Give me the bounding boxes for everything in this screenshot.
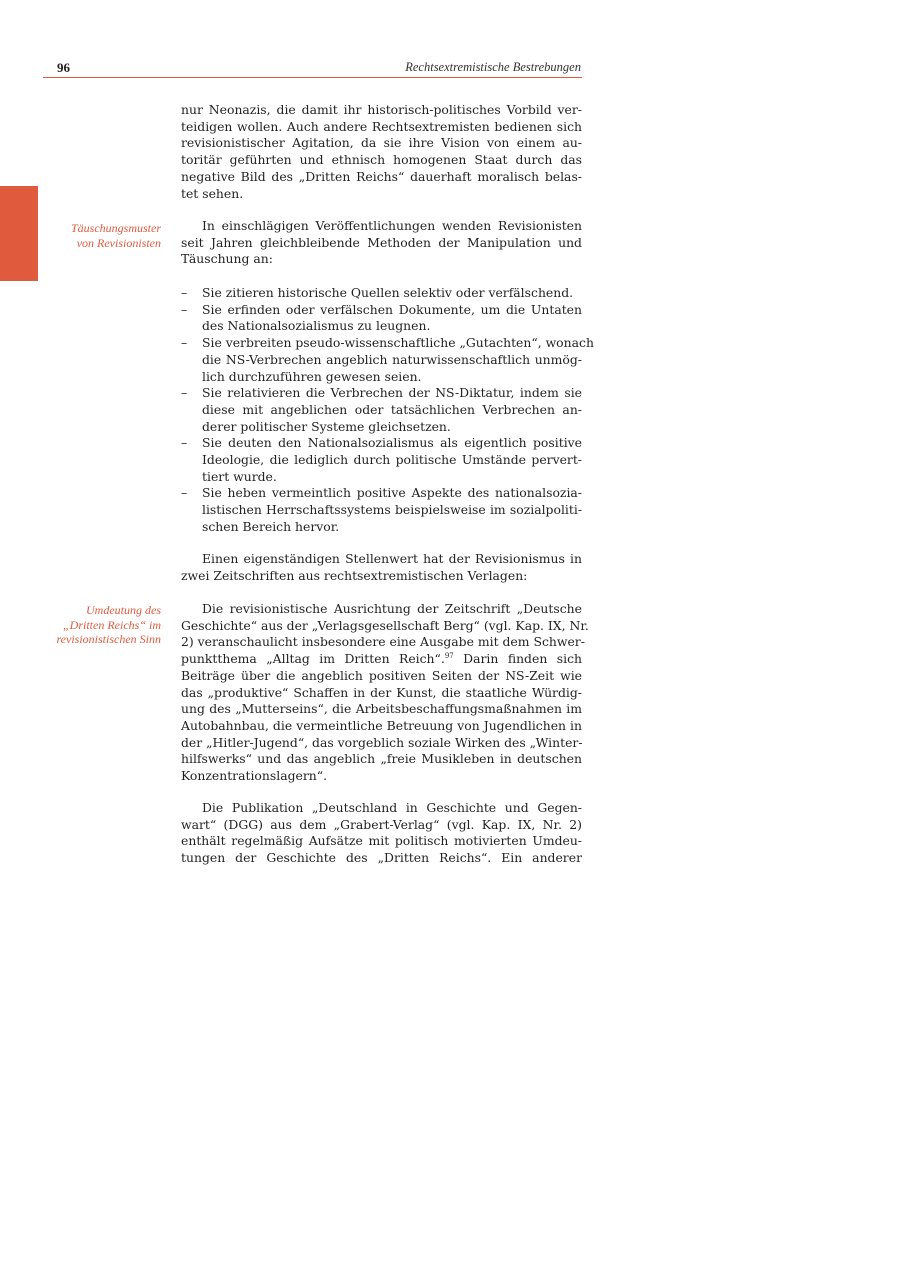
text-line: Autobahnbau, die vermeintliche Betreuung von Jugendlichen in (181, 717, 582, 733)
margin-note-deception-patterns (40, 221, 161, 250)
dash-bullet: – (181, 435, 188, 451)
text-line: Die revisionistische Ausrichtung der Zeitschrift „Deutsche (202, 601, 582, 616)
text-line: Ideologie, die lediglich durch politische Umstände pervert- (202, 452, 582, 468)
text-line: negative Bild des „Dritten Reichs“ dauerhaft moralisch belas- (181, 168, 582, 184)
text-line: 2) veranschaulicht insbesondere eine Ausgabe mit dem Schwer- (181, 634, 585, 650)
margin-note-line: von Revisionisten (76, 235, 161, 250)
text-line: lich durchzuführen gewesen seien. (202, 368, 422, 384)
header-rule (43, 77, 582, 78)
text-line: tiert wurde. (202, 468, 277, 484)
dash-bullet: – (181, 385, 188, 401)
paragraph-2 (181, 218, 582, 268)
manipulation-methods-list (181, 285, 594, 536)
text-line: listischen Herrschaftssystems beispielsweise im sozialpoliti- (202, 502, 582, 518)
list-item (181, 285, 582, 302)
list-item (181, 435, 582, 485)
text-line: der „Hitler-Jugend“, das vorgeblich soziale Wirken des „Winter- (181, 734, 583, 750)
text-line: Geschichte“ aus der „Verlagsgesellschaft Berg“ (vgl. Kap. IX, Nr. (181, 617, 589, 633)
text-line: Die Publikation „Deutschland in Geschichte und Gegen- (202, 800, 582, 815)
running-title: Rechtsextremistische Bestrebungen (405, 60, 581, 74)
text-line: zwei Zeitschriften aus rechtsextremistischen Verlagen: (181, 567, 528, 583)
margin-note-reinterpretation (40, 603, 161, 647)
text-line: diese mit angeblichen oder tatsächlichen Verbrechen an- (202, 401, 582, 417)
text-line: Sie deuten den Nationalsozialismus als eigentlich positive (202, 435, 582, 451)
text-line: hilfswerks“ und das angeblich „freie Musikleben in deutschen (181, 751, 582, 767)
text-line: toritär geführten und ethnisch homogenen Staat durch das (181, 152, 582, 168)
text-line: Beiträge über die angeblich positiven Seiten der NS-Zeit wie (181, 667, 582, 683)
text-line: das „produktive“ Schaffen in der Kunst, die staatliche Würdig- (181, 684, 582, 700)
text-line: derer politischer Systeme gleichsetzen. (202, 418, 451, 434)
margin-note-line: Täuschungsmuster (70, 221, 161, 235)
dash-bullet: – (181, 485, 188, 501)
text-line: wart“ (DGG) aus dem „Grabert-Verlag“ (vgl. Kap. IX, Nr. 2) (181, 816, 582, 832)
list-item (181, 335, 594, 385)
paragraph-1 (181, 102, 582, 202)
text-line: Konzentrationslagern“. (181, 768, 328, 784)
text-line: teidigen wollen. Auch andere Rechtsextremisten bedienen sich (181, 118, 582, 134)
margin-note-line: „Dritten Reichs“ im (63, 617, 161, 632)
paragraph-5 (181, 800, 582, 867)
paragraph-3 (181, 551, 582, 584)
text-line: In einschlägigen Veröffentlichungen wenden Revisionisten (202, 218, 582, 233)
text-line: Sie relativieren die Verbrechen der NS-Diktatur, indem sie (202, 385, 582, 401)
text-line: die NS-Verbrechen angeblich naturwissenschaftlich unmög- (202, 351, 582, 367)
text-line: Sie heben vermeintlich positive Aspekte des nationalsozia- (202, 485, 582, 501)
text-line: des Nationalsozialismus zu leugnen. (202, 318, 431, 334)
margin-note-line: Umdeutung des (86, 603, 161, 617)
list-item (181, 302, 582, 335)
list-item (181, 385, 582, 435)
text-line: enthält regelmäßig Aufsätze mit politisch motivierten Umdeu- (181, 833, 582, 849)
text-line: Einen eigenständigen Stellenwert hat der Revisionismus in (202, 551, 582, 566)
text-line: tet sehen. (181, 185, 244, 201)
paragraph-4 (181, 601, 589, 785)
margin-note-line: revisionistischen Sinn (56, 632, 161, 646)
footnote-marker: 97 (444, 652, 454, 661)
dash-bullet: – (181, 285, 188, 300)
text-line: seit Jahren gleichbleibende Methoden der Manipulation und (181, 234, 582, 250)
dash-bullet: – (181, 335, 188, 351)
chapter-side-tab (0, 186, 38, 281)
text-line: Sie verbreiten pseudo-wissenschaftliche „Gutachten“, wonach (202, 335, 594, 351)
dash-bullet: – (181, 301, 188, 317)
page-number: 96 (57, 60, 70, 75)
text-line: revisionistischer Agitation, da sie ihre Vision von einem au- (181, 135, 582, 151)
text-line (181, 651, 582, 668)
text-line: nur Neonazis, die damit ihr historisch-politisches Vorbild ver- (181, 102, 582, 117)
text-line: schen Bereich hervor. (202, 518, 340, 534)
text-segment: Darin finden sich (453, 651, 582, 667)
text-line: Sie erfinden oder verfälschen Dokumente, um die Untaten (202, 301, 582, 317)
text-line: ung des „Mutterseins“, die Arbeitsbeschaffungsmaßnahmen im (181, 701, 582, 717)
list-item (181, 485, 582, 535)
text-segment: punktthema „Alltag im Dritten Reich“. (181, 651, 445, 667)
text-line: Täuschung an: (181, 251, 273, 267)
text-line: tungen der Geschichte des „Dritten Reichs“. Ein anderer (181, 850, 582, 866)
text-line: Sie zitieren historische Quellen selektiv oder verfälschend. (202, 285, 574, 300)
